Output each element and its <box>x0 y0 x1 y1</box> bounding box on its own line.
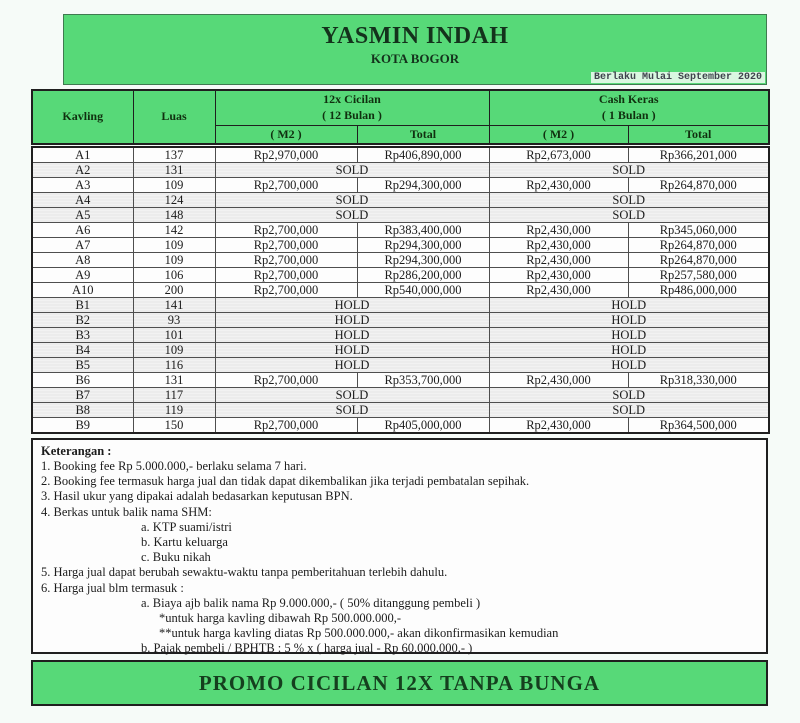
cicilan-m2-cell: Rp2,700,000 <box>215 418 357 434</box>
cicilan-total-cell: Rp540,000,000 <box>357 283 489 298</box>
cash-m2-cell: Rp2,430,000 <box>489 178 628 193</box>
luas-cell: 109 <box>133 178 215 193</box>
column-header-cash-total: Total <box>628 125 769 144</box>
cash-status-cell: HOLD <box>489 313 769 328</box>
cicilan-m2-cell: Rp2,700,000 <box>215 238 357 253</box>
cash-total-cell: Rp366,201,000 <box>628 147 769 163</box>
cicilan-group-label: 12x Cicilan <box>323 92 381 107</box>
cash-total-cell: Rp264,870,000 <box>628 178 769 193</box>
project-title: YASMIN INDAH <box>321 23 509 49</box>
cicilan-m2-cell: Rp2,700,000 <box>215 253 357 268</box>
cash-total-cell: Rp486,000,000 <box>628 283 769 298</box>
cicilan-m2-cell: Rp2,700,000 <box>215 178 357 193</box>
cicilan-status-cell: SOLD <box>215 208 489 223</box>
table-row <box>32 418 769 434</box>
price-table-header <box>31 89 770 145</box>
note-line: a. Biaya ajb balik nama Rp 9.000.000,- ( 50% ditanggung pembeli ) <box>141 595 481 610</box>
cash-total-cell: Rp257,580,000 <box>628 268 769 283</box>
luas-cell: 109 <box>133 343 215 358</box>
cash-status-cell: SOLD <box>489 163 769 178</box>
table-row <box>32 358 769 373</box>
cicilan-m2-cell: Rp2,970,000 <box>215 147 357 163</box>
promo-text: PROMO CICILAN 12X TANPA BUNGA <box>198 670 601 695</box>
table-header-group-row <box>32 90 769 125</box>
note-line: 4. Berkas untuk balik nama SHM: <box>41 504 212 519</box>
note-line: 3. Hasil ukur yang dipakai adalah bedasarkan keputusan BPN. <box>41 489 353 504</box>
kavling-cell: B1 <box>32 298 133 313</box>
luas-cell: 150 <box>133 418 215 434</box>
note-line: 6. Harga jual blm termasuk : <box>41 580 184 595</box>
column-header-cicilan-total: Total <box>357 125 489 144</box>
cash-status-cell: SOLD <box>489 388 769 403</box>
luas-cell: 131 <box>133 373 215 388</box>
cicilan-total-cell: Rp286,200,000 <box>357 268 489 283</box>
luas-cell: 93 <box>133 313 215 328</box>
table-row <box>32 208 769 223</box>
promo-banner <box>31 660 768 706</box>
note-line: 5. Harga jual dapat berubah sewaktu-waktu tanpa pemberitahuan terlebih dahulu. <box>41 565 448 580</box>
note-line: *untuk harga kavling dibawah Rp 500.000.000,- <box>159 611 402 626</box>
cicilan-status-cell: HOLD <box>215 343 489 358</box>
kavling-cell: A10 <box>32 283 133 298</box>
note-line: 1. Booking fee Rp 5.000.000,- berlaku selama 7 hari. <box>41 459 307 473</box>
cicilan-m2-cell: Rp2,700,000 <box>215 268 357 283</box>
kavling-cell: B7 <box>32 388 133 403</box>
kavling-cell: A4 <box>32 193 133 208</box>
luas-cell: 148 <box>133 208 215 223</box>
table-row <box>32 388 769 403</box>
kavling-cell: B8 <box>32 403 133 418</box>
table-row <box>32 238 769 253</box>
cicilan-m2-cell: Rp2,700,000 <box>215 373 357 388</box>
cash-status-cell: SOLD <box>489 193 769 208</box>
kavling-cell: A5 <box>32 208 133 223</box>
kavling-cell: A6 <box>32 223 133 238</box>
column-header-cash-m2: ( M2 ) <box>489 125 628 144</box>
luas-cell: 131 <box>133 163 215 178</box>
cicilan-m2-cell: Rp2,700,000 <box>215 283 357 298</box>
project-location: KOTA BOGOR <box>370 51 460 66</box>
note-line: **untuk harga kavling diatas Rp 500.000.000,- akan dikonfirmasikan kemudian <box>159 626 559 641</box>
luas-cell: 141 <box>133 298 215 313</box>
cash-m2-cell: Rp2,430,000 <box>489 268 628 283</box>
cash-m2-cell: Rp2,430,000 <box>489 223 628 238</box>
cash-m2-cell: Rp2,430,000 <box>489 283 628 298</box>
cicilan-status-cell: SOLD <box>215 388 489 403</box>
notes-section <box>31 438 768 654</box>
cash-total-cell: Rp364,500,000 <box>628 418 769 434</box>
kavling-cell: B4 <box>32 343 133 358</box>
table-row <box>32 283 769 298</box>
note-line: c. Buku nikah <box>141 550 211 565</box>
kavling-cell: A7 <box>32 238 133 253</box>
price-table-body <box>32 147 769 433</box>
cash-m2-cell: Rp2,430,000 <box>489 418 628 434</box>
cash-status-cell: SOLD <box>489 208 769 223</box>
cicilan-total-cell: Rp353,700,000 <box>357 373 489 388</box>
cash-total-cell: Rp345,060,000 <box>628 223 769 238</box>
cicilan-total-cell: Rp405,000,000 <box>357 418 489 434</box>
table-row <box>32 253 769 268</box>
table-row <box>32 313 769 328</box>
notes-heading: Keterangan : <box>41 444 112 458</box>
table-row <box>32 403 769 418</box>
luas-cell: 101 <box>133 328 215 343</box>
cicilan-status-cell: HOLD <box>215 328 489 343</box>
kavling-cell: B3 <box>32 328 133 343</box>
cicilan-status-cell: SOLD <box>215 193 489 208</box>
luas-cell: 116 <box>133 358 215 373</box>
luas-cell: 200 <box>133 283 215 298</box>
note-line: 2. Booking fee termasuk harga jual dan tidak dapat dikembalikan jika terjadi pembatalan sepihak. <box>41 474 530 489</box>
table-row <box>32 178 769 193</box>
effective-date-label: Berlaku Mulai September 2020 <box>591 72 765 83</box>
notes-lines <box>41 459 758 657</box>
table-row <box>32 343 769 358</box>
kavling-cell: B6 <box>32 373 133 388</box>
cash-m2-cell: Rp2,430,000 <box>489 238 628 253</box>
note-line: b. Kartu keluarga <box>141 535 228 550</box>
table-row <box>32 328 769 343</box>
cicilan-status-cell: SOLD <box>215 163 489 178</box>
cicilan-total-cell: Rp294,300,000 <box>357 253 489 268</box>
cicilan-m2-cell: Rp2,700,000 <box>215 223 357 238</box>
luas-cell: 124 <box>133 193 215 208</box>
kavling-cell: A2 <box>32 163 133 178</box>
cash-status-cell: HOLD <box>489 358 769 373</box>
cicilan-group-sublabel: ( 12 Bulan ) <box>322 107 382 122</box>
table-row <box>32 147 769 163</box>
column-group-cicilan <box>215 90 489 125</box>
luas-cell: 109 <box>133 238 215 253</box>
cash-group-sublabel: ( 1 Bulan ) <box>601 107 656 122</box>
cash-total-cell: Rp264,870,000 <box>628 253 769 268</box>
cicilan-status-cell: SOLD <box>215 403 489 418</box>
cicilan-status-cell: HOLD <box>215 358 489 373</box>
cash-status-cell: HOLD <box>489 328 769 343</box>
cash-m2-cell: Rp2,430,000 <box>489 253 628 268</box>
column-group-cash-keras <box>489 90 769 125</box>
table-row <box>32 268 769 283</box>
cicilan-total-cell: Rp406,890,000 <box>357 147 489 163</box>
column-header-kavling: Kavling <box>32 90 133 144</box>
cicilan-total-cell: Rp383,400,000 <box>357 223 489 238</box>
cash-m2-cell: Rp2,673,000 <box>489 147 628 163</box>
cash-status-cell: SOLD <box>489 403 769 418</box>
cicilan-total-cell: Rp294,300,000 <box>357 178 489 193</box>
cash-total-cell: Rp264,870,000 <box>628 238 769 253</box>
table-row <box>32 163 769 178</box>
kavling-cell: B2 <box>32 313 133 328</box>
column-header-luas: Luas <box>133 90 215 144</box>
luas-cell: 117 <box>133 388 215 403</box>
kavling-cell: A1 <box>32 147 133 163</box>
note-line: b. Pajak pembeli / BPHTB : 5 % x ( harga jual - Rp 60.000.000,- ) <box>141 641 473 656</box>
note-line: a. KTP suami/istri <box>141 519 232 534</box>
table-row <box>32 373 769 388</box>
cash-m2-cell: Rp2,430,000 <box>489 373 628 388</box>
cash-status-cell: HOLD <box>489 343 769 358</box>
cash-status-cell: HOLD <box>489 298 769 313</box>
luas-cell: 137 <box>133 147 215 163</box>
cash-group-label: Cash Keras <box>598 92 659 107</box>
table-row <box>32 223 769 238</box>
kavling-cell: B5 <box>32 358 133 373</box>
luas-cell: 119 <box>133 403 215 418</box>
luas-cell: 142 <box>133 223 215 238</box>
kavling-cell: A3 <box>32 178 133 193</box>
luas-cell: 109 <box>133 253 215 268</box>
cicilan-status-cell: HOLD <box>215 313 489 328</box>
kavling-cell: A9 <box>32 268 133 283</box>
cicilan-status-cell: HOLD <box>215 298 489 313</box>
table-row <box>32 298 769 313</box>
price-table <box>31 146 770 434</box>
table-row <box>32 193 769 208</box>
column-header-cicilan-m2: ( M2 ) <box>215 125 357 144</box>
kavling-cell: B9 <box>32 418 133 434</box>
cash-total-cell: Rp318,330,000 <box>628 373 769 388</box>
document-header <box>63 14 767 85</box>
cicilan-total-cell: Rp294,300,000 <box>357 238 489 253</box>
kavling-cell: A8 <box>32 253 133 268</box>
luas-cell: 106 <box>133 268 215 283</box>
